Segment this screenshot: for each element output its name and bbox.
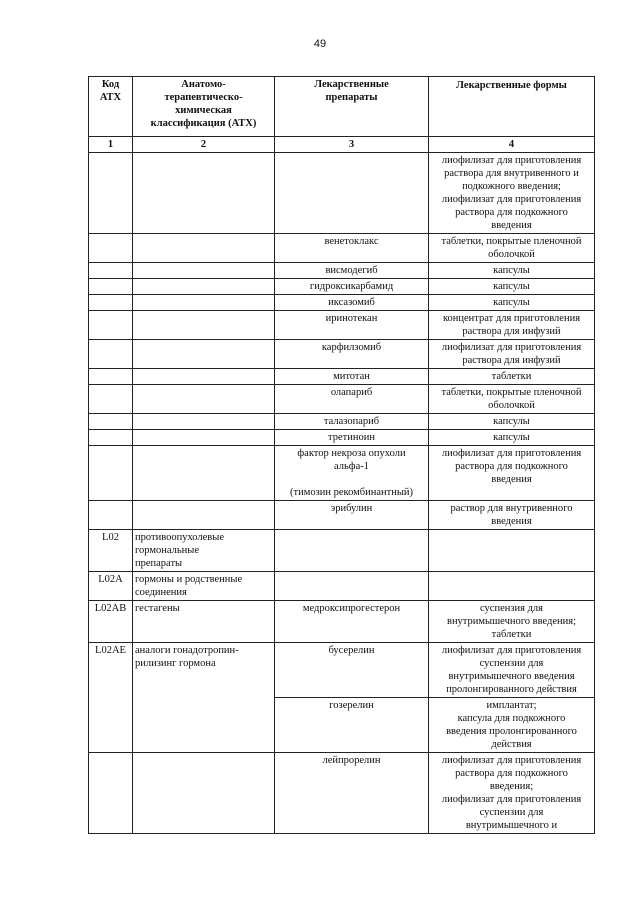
cell-drug: эрибулин (275, 501, 429, 530)
cell-drug: третиноин (275, 430, 429, 446)
cell-forms: раствор для внутривенного введения (429, 501, 595, 530)
cell-code (89, 385, 133, 414)
cell-code (89, 501, 133, 530)
cell-classification (133, 311, 275, 340)
cell-code (89, 295, 133, 311)
cell-drug-note: (тимозин рекомбинантный) (289, 487, 414, 498)
table-row (89, 414, 595, 430)
cell-drug: бусерелин (275, 643, 429, 698)
table-header-row (89, 77, 595, 137)
cell-drug: фактор некроза опухоли альфа-1 (тимозин рекомбинантный) (275, 446, 429, 501)
cell-forms: капсулы (429, 263, 595, 279)
cell-classification: гестагены (133, 601, 275, 643)
cell-drug (275, 153, 429, 234)
cell-classification (133, 446, 275, 501)
table-row (89, 340, 595, 369)
cell-forms: лиофилизат для приготовления раствора для инфузий (429, 340, 595, 369)
table-row (89, 153, 595, 234)
cell-forms: таблетки, покрытые пленочной оболочкой (429, 234, 595, 263)
column-number: 2 (133, 137, 275, 153)
cell-drug: митотан (275, 369, 429, 385)
cell-drug: лейпрорелин (275, 753, 429, 834)
cell-classification (133, 340, 275, 369)
cell-drug: карфилзомиб (275, 340, 429, 369)
cell-code (89, 279, 133, 295)
cell-forms (429, 530, 595, 572)
cell-forms: капсулы (429, 414, 595, 430)
cell-classification (133, 263, 275, 279)
cell-forms: таблетки (429, 369, 595, 385)
header-code: Код АТХ (89, 77, 133, 137)
cell-classification: гормоны и родственные соединения (133, 572, 275, 601)
column-number: 3 (275, 137, 429, 153)
cell-drug: медроксипрогестерон (275, 601, 429, 643)
table-row (89, 572, 595, 601)
cell-classification (133, 385, 275, 414)
table-row (89, 369, 595, 385)
cell-forms: капсулы (429, 295, 595, 311)
header-forms: Лекарственные формы (429, 77, 595, 137)
table-row (89, 311, 595, 340)
cell-code (89, 153, 133, 234)
header-classification: Анатомо- терапевтическо- химическая классификация (АТХ) (133, 77, 275, 137)
cell-code: L02 (89, 530, 133, 572)
cell-classification (133, 153, 275, 234)
cell-classification (133, 414, 275, 430)
cell-code: L02A (89, 572, 133, 601)
page-number: 49 (313, 38, 327, 50)
table-row (89, 263, 595, 279)
cell-code (89, 369, 133, 385)
table-row (89, 295, 595, 311)
cell-forms: капсулы (429, 430, 595, 446)
table-row (89, 446, 595, 501)
cell-classification (133, 753, 275, 834)
cell-forms (429, 572, 595, 601)
table-row (89, 753, 595, 834)
cell-code (89, 234, 133, 263)
cell-code (89, 263, 133, 279)
cell-drug: висмодегиб (275, 263, 429, 279)
cell-classification (133, 279, 275, 295)
table-row (89, 279, 595, 295)
cell-forms: лиофилизат для приготовления раствора для внутривенного и подкожного введения; лиофилизат для приготовления раствора для подкожного введения (429, 153, 595, 234)
cell-code (89, 753, 133, 834)
cell-code (89, 446, 133, 501)
cell-drug: иринотекан (275, 311, 429, 340)
cell-forms: концентрат для приготовления раствора для инфузий (429, 311, 595, 340)
cell-drug: венетоклакс (275, 234, 429, 263)
cell-code (89, 340, 133, 369)
cell-forms: лиофилизат для приготовления раствора для подкожного введения (429, 446, 595, 501)
header-drugs: Лекарственные препараты (275, 77, 429, 137)
cell-classification: противоопухолевые гормональные препараты (133, 530, 275, 572)
cell-drug (275, 530, 429, 572)
cell-drug: талазопариб (275, 414, 429, 430)
cell-code: L02AB (89, 601, 133, 643)
table-row (89, 234, 595, 263)
table-row (89, 501, 595, 530)
cell-forms: имплантат; капсула для подкожного введения пролонгированного действия (429, 698, 595, 753)
table-row (89, 530, 595, 572)
cell-forms: лиофилизат для приготовления суспензии для внутримышечного введения пролонгированного действия (429, 643, 595, 698)
cell-classification: аналоги гонадотропин- рилизинг гормона (133, 643, 275, 753)
cell-drug: олапариб (275, 385, 429, 414)
cell-classification (133, 430, 275, 446)
cell-classification (133, 234, 275, 263)
cell-drug: гозерелин (275, 698, 429, 753)
cell-forms: суспензия для внутримышечного введения; таблетки (429, 601, 595, 643)
cell-classification (133, 501, 275, 530)
table-row (89, 430, 595, 446)
cell-code (89, 414, 133, 430)
column-number-row (89, 137, 595, 153)
cell-drug: гидроксикарбамид (275, 279, 429, 295)
cell-classification (133, 369, 275, 385)
column-number: 1 (89, 137, 133, 153)
cell-forms: лиофилизат для приготовления раствора для подкожного введения; лиофилизат для приготовления суспензии для внутримышечного и (429, 753, 595, 834)
cell-code: L02AE (89, 643, 133, 753)
cell-drug: иксазомиб (275, 295, 429, 311)
cell-forms: таблетки, покрытые пленочной оболочкой (429, 385, 595, 414)
column-number: 4 (429, 137, 595, 153)
cell-drug (275, 572, 429, 601)
cell-forms: капсулы (429, 279, 595, 295)
table-row (89, 643, 595, 698)
table-row (89, 601, 595, 643)
cell-classification (133, 295, 275, 311)
cell-code (89, 311, 133, 340)
atx-drug-table (88, 76, 595, 834)
cell-code (89, 430, 133, 446)
table-row (89, 385, 595, 414)
